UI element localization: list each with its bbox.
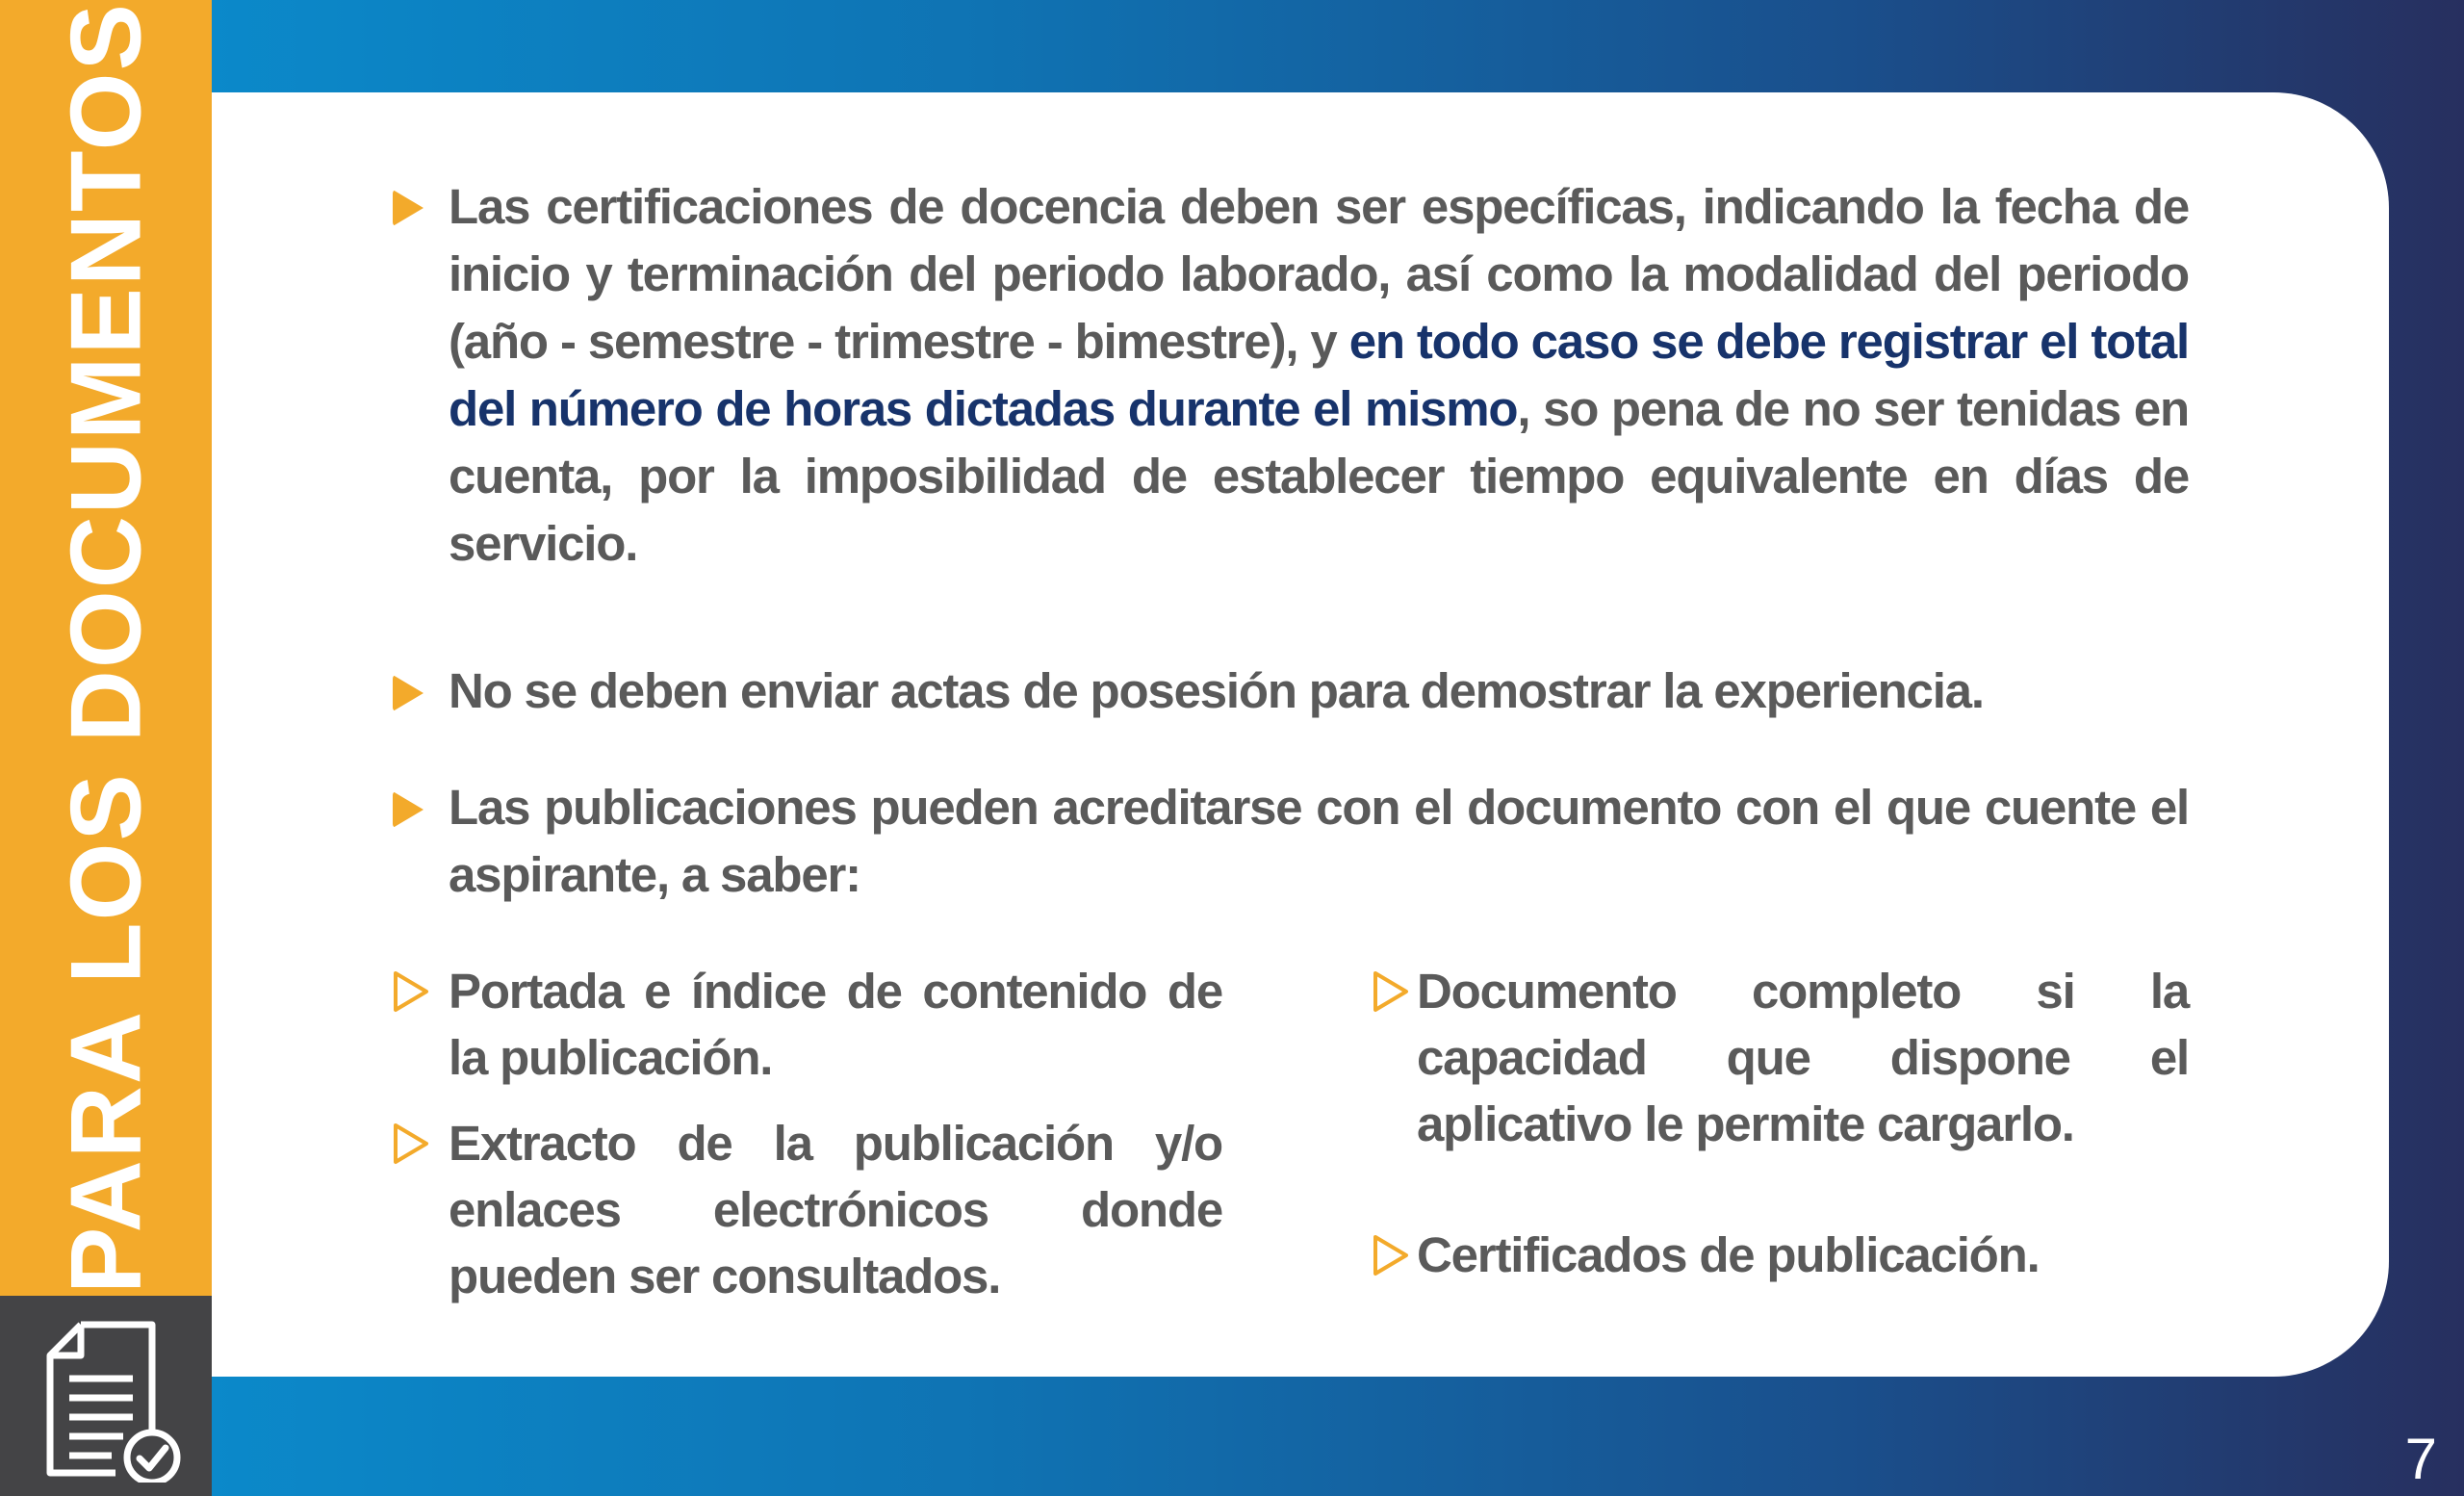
bullet-1-text-before: Las certificaciones de docencia deben ser específicas, indicando la fecha de inicio y terminación del periodo laborado, así como la modalidad del periodo (año - semestre - trimestre - bimestre), y	[449, 179, 2189, 369]
bullet-1-text-after: , so pena de no ser tenidas en cuenta, por la imposibilidad de establecer tiempo equivalente en días de servicio.	[449, 381, 2189, 571]
outline-arrow-icon	[1371, 969, 1411, 1014]
bullet-1-highlight: en todo caso se debe registrar el total del número de horas dictadas durante el mismo	[449, 314, 2189, 436]
side-title: PARA LOS DOCUMENTOS	[50, 2, 163, 1294]
outline-arrow-icon	[391, 969, 431, 1014]
bullet-1-text	[449, 173, 2189, 578]
sub-item-2: Extracto de la publicación y/o enlaces electrónicos donde pueden ser consultados.	[449, 1116, 1222, 1303]
sub-item-4: Certificados de publicación.	[1417, 1227, 2040, 1282]
sub-item-1: Portada e índice de contenido de la publicación.	[449, 964, 1222, 1085]
page-number: 7	[2404, 1427, 2437, 1491]
outline-arrow-icon	[391, 1122, 431, 1166]
outline-arrow-icon	[1371, 1233, 1411, 1277]
sub-item-3: Documento completo si la capacidad que dispone el aplicativo le permite cargarlo.	[1417, 964, 2189, 1151]
bullet-3-text: Las publicaciones pueden acreditarse con el documento con el que cuente el aspirante, a saber:	[449, 780, 2189, 902]
bullet-arrow-icon	[393, 190, 424, 226]
bullet-arrow-icon	[393, 791, 424, 828]
bullet-2-text: No se deben enviar actas de posesión para demostrar la experiencia.	[449, 663, 1984, 718]
bullet-arrow-icon	[393, 675, 424, 711]
